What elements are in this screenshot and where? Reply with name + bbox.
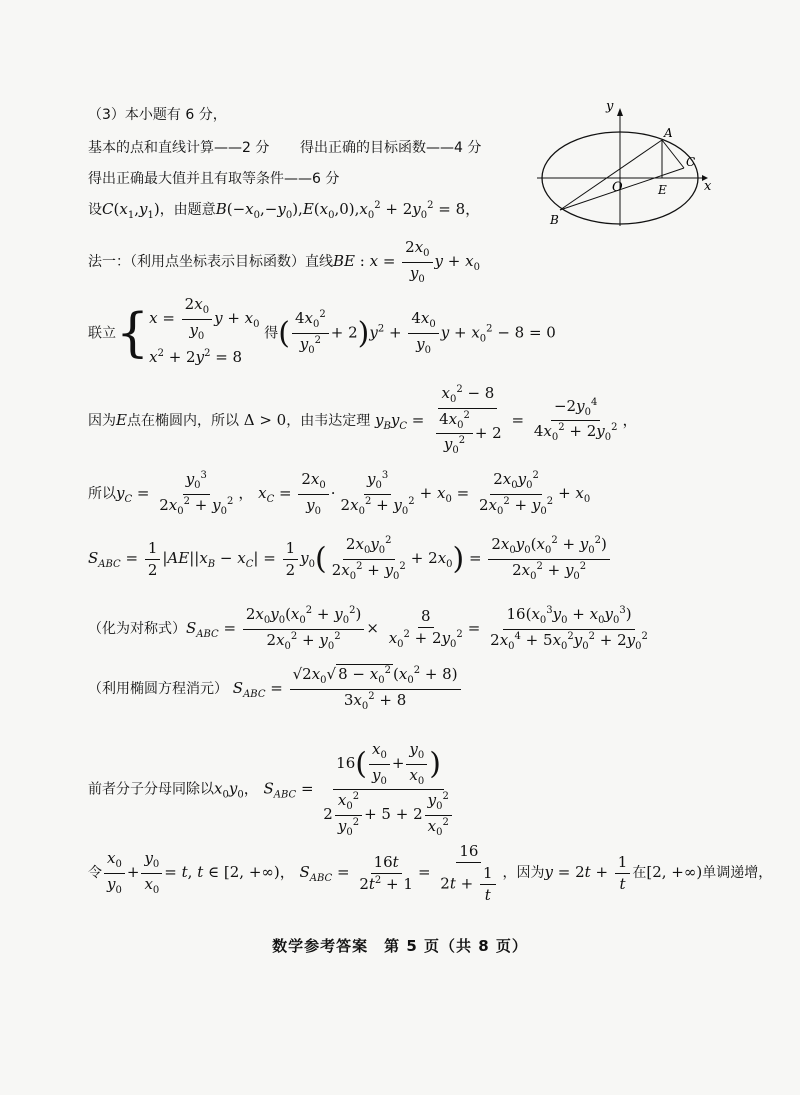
setup-line: 设$C(x_1,y_1)$，由题意$B(-x_0,-y_0),E(x_0,0),x_0^2 + 2y_0^2 = 8$， <box>88 200 481 221</box>
vieta-line: 因为E点在椭圆内，所以 Δ > 0，由韦达定理 $y_By_C$ = $x_0^2 - 8$ $\frac{4x_0^2}{y_0^2}$ + 2 = $\frac{-2y_0^4}{4x_0^2 + 2y_0^2}$ ， <box>88 384 638 456</box>
inside-label: 因为 <box>88 412 116 429</box>
area-line-1: $S_{ABC}$ = $\frac{1}{2}$ $|AE||x_B - x_C|$ = $\frac{1}{2}$ $y_0$( $\frac{2x_0y_0^2}{2x_0^2 + y_0^2}$ + $2x_0$) = $\frac{2x_0y_0(x_0^2 + y_0^2)}{2x_0^2 + y_0^2}$ <box>88 535 612 583</box>
because-label: ，因为 <box>502 865 545 882</box>
area-line-symmetric: （化为对称式）$S_{ABC}$ = $\frac{2x_0y_0(x_0^2 + y_0^2)}{2x_0^2 + y_0^2}$ × $\frac{8}{x_0^2 + 2y_0^2}$ = $\frac{16(x_0^3y_0 + x_0y_0^3)}{2x_0^4 + 5x_0^2y_0^2 + 2y_0^2}$ <box>88 605 648 652</box>
get-label: 得 <box>264 325 279 342</box>
yc-xc-line: 所以$y_C$ = $\frac{y_0^3}{2x_0^2 + y_0^2}$ ， $x_C$ = $\frac{2x_0}{y_0}$ · $\frac{y_0^3}{2x_0^2 + y_0^2}$ + $x_0$ = $\frac{2x_0y_0^2}{2x_0^2 + y_0^2}$ + $x_0$ <box>88 470 591 517</box>
point-a-label: A <box>664 126 673 140</box>
origin-label: O <box>612 180 623 195</box>
score-target: 得出正确的目标函数——4 分 <box>300 140 482 156</box>
page-footer: 数学参考答案 第 5 页（共 8 页） <box>272 937 528 955</box>
symmetric-label: （化为对称式） <box>88 621 186 637</box>
y-axis-label: y <box>606 99 614 114</box>
vieta-label: ，由韦达定理 <box>286 412 371 429</box>
increasing-label: 单调递增， <box>702 865 773 882</box>
eliminate-label: （利用椭圆方程消元） <box>88 681 228 697</box>
point-e-label: E <box>658 183 667 197</box>
method1-label: 法一：（利用点坐标表示目标函数）直线 <box>88 254 333 270</box>
area-line-divide: 前者分子分母同除以$x_0y_0$， $S_{ABC}$ = 16( $\frac{x_0}{y_0}$ + $\frac{y_0}{x_0}$ ) 2 $\frac{x_0^2}{y_0^2}$ + 5 + 2 $\frac{y_0^2}{x_0^2}$ <box>88 740 459 839</box>
method1-line: 法一：（利用点坐标表示目标函数）直线BE : x = $\frac{2x_0}{y_0}$ $y + x_0$ <box>88 238 480 285</box>
combine-label: 联立 <box>88 325 116 342</box>
so-label: 所以 <box>88 486 116 502</box>
score-basic: 基本的点和直线计算——2 分 <box>88 140 270 156</box>
point-c-label: C <box>686 155 696 169</box>
part-heading: （3）本小题有 6 分， <box>88 107 227 123</box>
setup-mid: ，由题意 <box>159 202 216 218</box>
on-label: 在 <box>632 865 647 882</box>
ellipse-figure <box>532 98 712 230</box>
divide-label: 前者分子分母同除以 <box>88 781 214 798</box>
point-b-label: B <box>550 213 559 227</box>
x-axis-label: x <box>704 179 712 194</box>
score-max: 得出正确最大值并且有取等条件——6 分 <box>88 171 340 187</box>
inside2-label: 点在椭圆内，所以 <box>126 412 239 429</box>
let-label: 令 <box>88 865 102 882</box>
setup-prefix: 设 <box>88 202 102 218</box>
substitution-line: 令 $\frac{x_0}{y_0}$ + $\frac{y_0}{x_0}$ = t, t ∈ [2, +∞)， $S_{ABC}$ = $\frac{16t}{2t^2 + 1}$ = 16 2t + $\frac{1}{t}$ ，因为y = 2t + $\frac{1}{t}$ 在[2, +∞)单调递增， <box>88 842 773 904</box>
system-line: 联立{ x = $\frac{2x_0}{y_0}$ $y + x_0$ $x^2 + 2y^2 = 8$ 得( $\frac{4x_0^2}{y_0^2}$ + $2)y^2$ + $\frac{4x_0}{y_0}$ $y + x_0^2 - 8 = 0$ <box>88 295 556 366</box>
area-line-eliminate: （利用椭圆方程消元） $S_{ABC}$ = $\frac{√2x_0√ 8 - x_0^2 (x_0^2 + 8)}{3x_0^2 + 8}$ <box>88 665 463 713</box>
